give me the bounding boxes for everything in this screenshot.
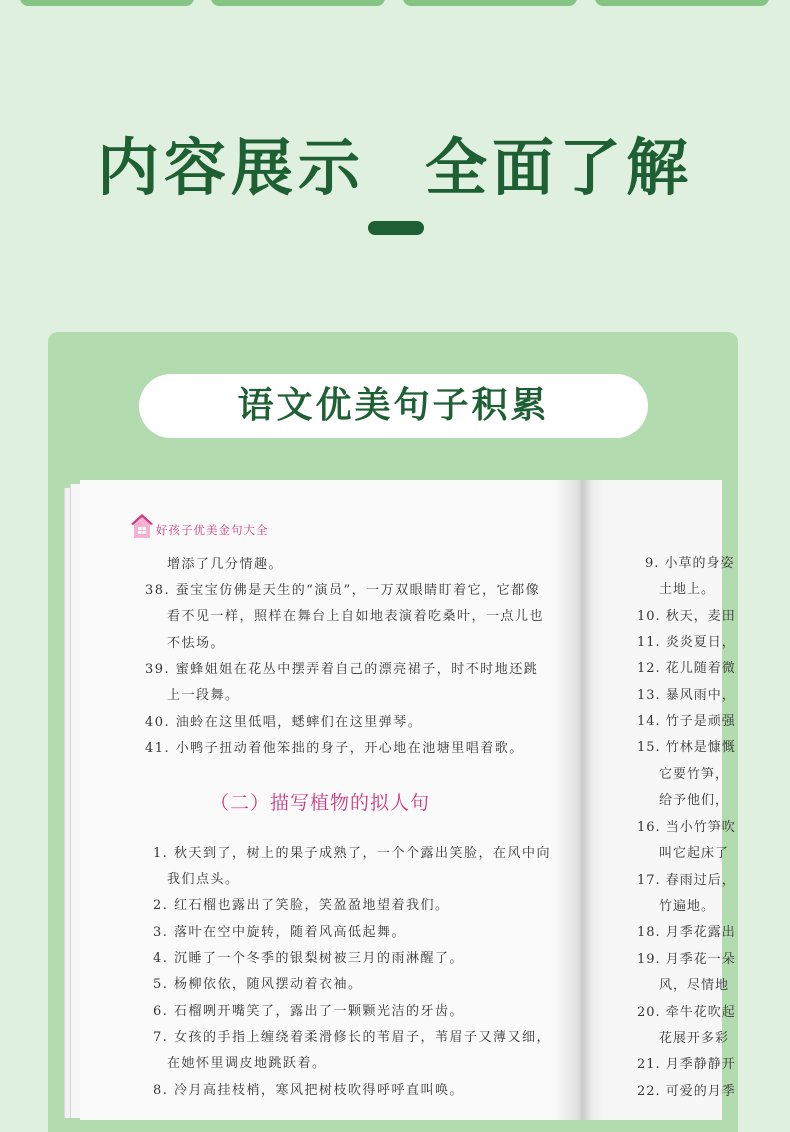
left-line: 3. 落叶在空中旋转，随着风高低起舞。 xyxy=(153,925,407,940)
top-tab-2 xyxy=(211,0,385,6)
right-line: 9. 小草的身姿 xyxy=(645,556,735,571)
right-line: 它要竹笋， xyxy=(659,767,730,782)
left-line: 上一段舞。 xyxy=(167,688,240,703)
heading-divider xyxy=(368,221,424,235)
left-line: 不怯场。 xyxy=(167,636,226,651)
left-line: 40. 油蛉在这里低唱，蟋蟀们在这里弹琴。 xyxy=(145,715,423,730)
right-page-text-clip xyxy=(580,480,736,1118)
house-icon xyxy=(130,513,154,539)
right-line: 22. 可爱的月季 xyxy=(637,1084,736,1099)
left-line: 4. 沉睡了一个冬季的银梨树被三月的雨淋醒了。 xyxy=(153,951,465,966)
section-title: （二）描写植物的拟人句 xyxy=(210,792,431,814)
left-line: 增添了几分情趣。 xyxy=(167,557,284,572)
right-line: 土地上。 xyxy=(659,582,716,597)
left-line: 41. 小鸭子扭动着他笨拙的身子，开心地在池塘里唱着歌。 xyxy=(145,741,524,756)
right-line: 竹遍地。 xyxy=(659,899,716,914)
right-line: 风，尽情地 xyxy=(659,978,730,993)
right-line: 21. 月季静静开 xyxy=(637,1057,736,1072)
right-line: 16. 当小竹笋吹 xyxy=(637,820,736,835)
left-line: 在她怀里调皮地跳跃着。 xyxy=(167,1056,327,1071)
top-tab-3 xyxy=(403,0,577,6)
right-line: 花展开多彩 xyxy=(659,1031,730,1046)
page-heading xyxy=(0,118,790,207)
right-line: 10. 秋天，麦田 xyxy=(637,609,736,624)
right-line: 17. 春雨过后， xyxy=(637,873,736,888)
left-line: 6. 石榴咧开嘴笑了，露出了一颗颗光洁的牙齿。 xyxy=(153,1004,465,1019)
right-line: 20. 牵牛花吹起 xyxy=(637,1005,736,1020)
right-line: 13. 暴风雨中， xyxy=(637,688,736,703)
right-line: 19. 月季花一朵 xyxy=(637,952,736,967)
left-line: 8. 冷月高挂枝梢，寒风把树枝吹得呼呼直叫唤。 xyxy=(153,1083,465,1098)
left-line: 1. 秋天到了，树上的果子成熟了，一个个露出笑脸，在风中向 xyxy=(153,846,552,861)
left-line: 38. 蚕宝宝仿佛是天生的“演员”，一万双眼睛盯着它，它都像 xyxy=(145,583,541,598)
right-line: 15. 竹林是慷慨 xyxy=(637,740,736,755)
left-line: 2. 红石榴也露出了笑脸，笑盈盈地望着我们。 xyxy=(153,898,450,913)
left-line: 我们点头。 xyxy=(167,872,240,887)
right-line: 12. 花儿随着微 xyxy=(637,661,736,676)
right-line: 11. 炎炎夏日， xyxy=(637,635,736,650)
left-line: 7. 女孩的手指上缠绕着柔滑修长的苇眉子，苇眉子又薄又细， xyxy=(153,1030,552,1045)
left-line: 5. 杨柳依依，随风摆动着衣袖。 xyxy=(153,977,363,992)
right-line: 给予他们， xyxy=(659,793,730,808)
section-pill-label: 语文优美句子积累 xyxy=(139,374,648,438)
left-line: 39. 蜜蜂姐姐在花丛中摆弄着自己的漂亮裙子，时不时地还跳 xyxy=(145,662,539,677)
right-line: 14. 竹子是顽强 xyxy=(637,714,736,729)
right-line: 18. 月季花露出 xyxy=(637,925,736,940)
book-running-title: 好孩子优美金句大全 xyxy=(156,523,269,537)
heading-right: 全面了解 xyxy=(425,131,694,204)
top-tab-1 xyxy=(20,0,194,6)
top-tab-4 xyxy=(595,0,769,6)
left-line: 看不见一样，照样在舞台上自如地表演着吃桑叶，一点儿也 xyxy=(167,609,545,624)
right-line: 叫它起床了 xyxy=(659,846,730,861)
heading-left: 内容展示 xyxy=(96,131,365,204)
